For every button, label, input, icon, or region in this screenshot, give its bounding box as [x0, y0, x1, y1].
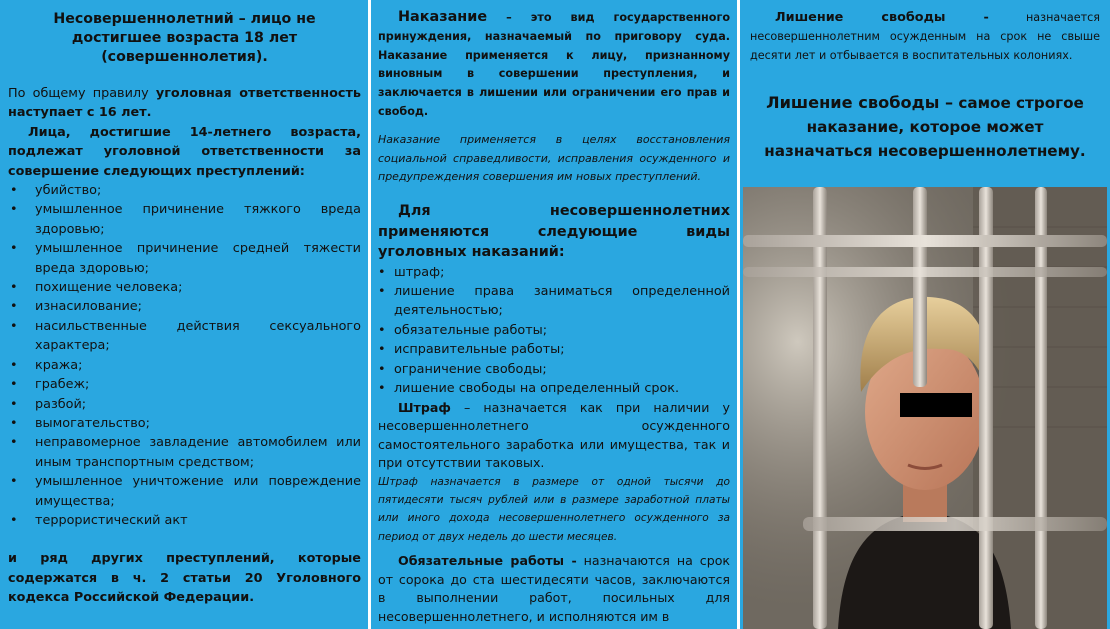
crimes-lead: Лица, достигшие 14-летнего возраста, подлежат уголовной ответственности за совершение следующих преступлений:	[8, 124, 361, 179]
list-item	[8, 297, 361, 316]
list-item	[378, 282, 730, 321]
crime-text: умышленное уничтожение или повреждение имущества;	[35, 474, 361, 509]
list-item	[378, 340, 730, 359]
crime-text: убийство;	[35, 183, 102, 199]
mandatory-work-term: Обязательные работы -	[398, 553, 577, 569]
list-item	[8, 472, 361, 511]
crime-text: террористический акт	[35, 512, 188, 528]
bullet: •	[10, 183, 18, 199]
type-text: штраф;	[394, 264, 445, 280]
eye-censor-bar	[900, 393, 972, 417]
list-item	[378, 321, 730, 340]
list-item	[8, 317, 361, 356]
bullet: •	[10, 241, 18, 257]
crime-text: кража;	[35, 357, 83, 373]
crime-text: изнасилование;	[35, 299, 142, 315]
list-item	[8, 200, 361, 239]
strictest-text: самое строгое наказание, которое может назначаться несовершеннолетнему.	[764, 94, 1086, 160]
column-minors	[0, 0, 368, 629]
crime-text: похищение человека;	[35, 280, 183, 296]
list-item	[8, 181, 361, 200]
list-item	[378, 379, 730, 398]
bullet: •	[10, 318, 18, 334]
crime-text: разбой;	[35, 396, 87, 412]
bullet: •	[10, 377, 18, 393]
list-item	[378, 360, 730, 379]
list-item	[8, 375, 361, 394]
deprivation-term: Лишение свободы -	[775, 10, 989, 25]
crime-text: умышленное причинение средней тяжести вреда здоровью;	[35, 241, 361, 276]
general-rule-prefix: По общему правилу	[8, 86, 156, 101]
bullet: •	[10, 202, 18, 218]
mandatory-work-text: назначаются на срок от сорока до ста шестидесяти часов, заключаются в выполнении работ, посильных для несовершеннолетнего, и исполняются им в	[378, 553, 731, 624]
punishment-term: Наказание	[398, 9, 488, 25]
bullet: •	[10, 280, 18, 296]
fine-definition-text: – назначается как при наличии у несовершеннолетнего осужденного самостоятельного заработка или имущества, так и при отсутствии таковых.	[378, 399, 730, 471]
photo-illustration	[743, 187, 1107, 629]
fine-note: Штраф назначается в размере от одной тысячи до пятидесяти тысяч рублей или в размере заработной платы или иного дохода несовершеннолетнего осужденного за период от двух недель до шести месяцев.	[378, 475, 730, 543]
punishment-definition	[378, 8, 730, 122]
type-text: лишение свободы на определенный срок.	[394, 381, 680, 397]
crime-text: насильственные действия сексуального характера;	[35, 318, 361, 354]
type-text: исправительные работы;	[394, 342, 565, 358]
punishment-definition-text: – это вид государственного принуждения, назначаемый по приговору суда. Наказание применяется к лицу, признанному виновным в совершении преступления, и заключается в лишении или ограничении его прав и свобод.	[378, 11, 730, 118]
fine-definition	[378, 399, 730, 473]
punishment-types-list	[378, 263, 730, 399]
column-punishment	[371, 0, 737, 629]
bullet: •	[10, 415, 18, 431]
list-item	[378, 263, 730, 282]
general-rule-bold: уголовная ответственность наступает с 16 лет.	[8, 86, 361, 121]
bullet: •	[10, 474, 18, 490]
bullet: •	[378, 284, 386, 300]
bullet: •	[10, 512, 18, 528]
list-item	[8, 356, 361, 375]
boy-behind-bars-photo	[743, 187, 1107, 629]
list-item	[8, 239, 361, 278]
bullet: •	[378, 361, 386, 377]
strictest-punishment	[750, 91, 1100, 163]
bullet: •	[10, 435, 18, 451]
type-text: ограничение свободы;	[394, 361, 547, 377]
crime-text: неправомерное завладение автомобилем или иным транспортным средством;	[35, 435, 361, 470]
column-deprivation	[740, 0, 1110, 629]
crime-text: вымогательство;	[35, 415, 150, 431]
bullet: •	[10, 299, 18, 315]
punishment-types-heading: Для несовершеннолетних применяются следующие виды уголовных наказаний:	[378, 203, 730, 261]
crime-text: умышленное причинение тяжкого вреда здоровью;	[35, 202, 361, 237]
crimes-list	[8, 181, 361, 530]
type-text: обязательные работы;	[394, 322, 548, 338]
type-text: лишение права заниматься определенной деятельностью;	[394, 284, 730, 319]
minor-definition-title: Несовершеннолетний – лицо не достигшее возраста 18 лет (совершеннолетия).	[53, 11, 316, 65]
list-item	[8, 395, 361, 414]
fine-term: Штраф	[398, 399, 451, 415]
punishment-purpose: Наказание применяется в целях восстановления социальной справедливости, исправления осужденного и предупреждения совершения им новых преступлений.	[378, 132, 730, 184]
crime-text: грабеж;	[35, 377, 90, 393]
list-item	[8, 414, 361, 433]
bullet: •	[10, 396, 18, 412]
list-item	[8, 278, 361, 297]
list-item	[8, 511, 361, 530]
bullet: •	[10, 357, 18, 373]
bullet: •	[378, 381, 386, 397]
general-rule	[8, 84, 361, 123]
deprivation-text: назначается несовершеннолетним осужденным на срок не свыше десяти лет и отбывается в воспитательных колониях.	[750, 11, 1101, 62]
list-item	[8, 433, 361, 472]
bullet: •	[378, 342, 386, 358]
deprivation-definition	[750, 8, 1100, 65]
strictest-term: Лишение свободы –	[766, 93, 954, 112]
bullet: •	[378, 264, 386, 280]
bullet: •	[378, 322, 386, 338]
crimes-footer: и ряд других преступлений, которые содержатся в ч. 2 статьи 20 Уголовного кодекса Российской Федерации.	[8, 551, 361, 606]
mandatory-work-definition	[378, 552, 730, 626]
